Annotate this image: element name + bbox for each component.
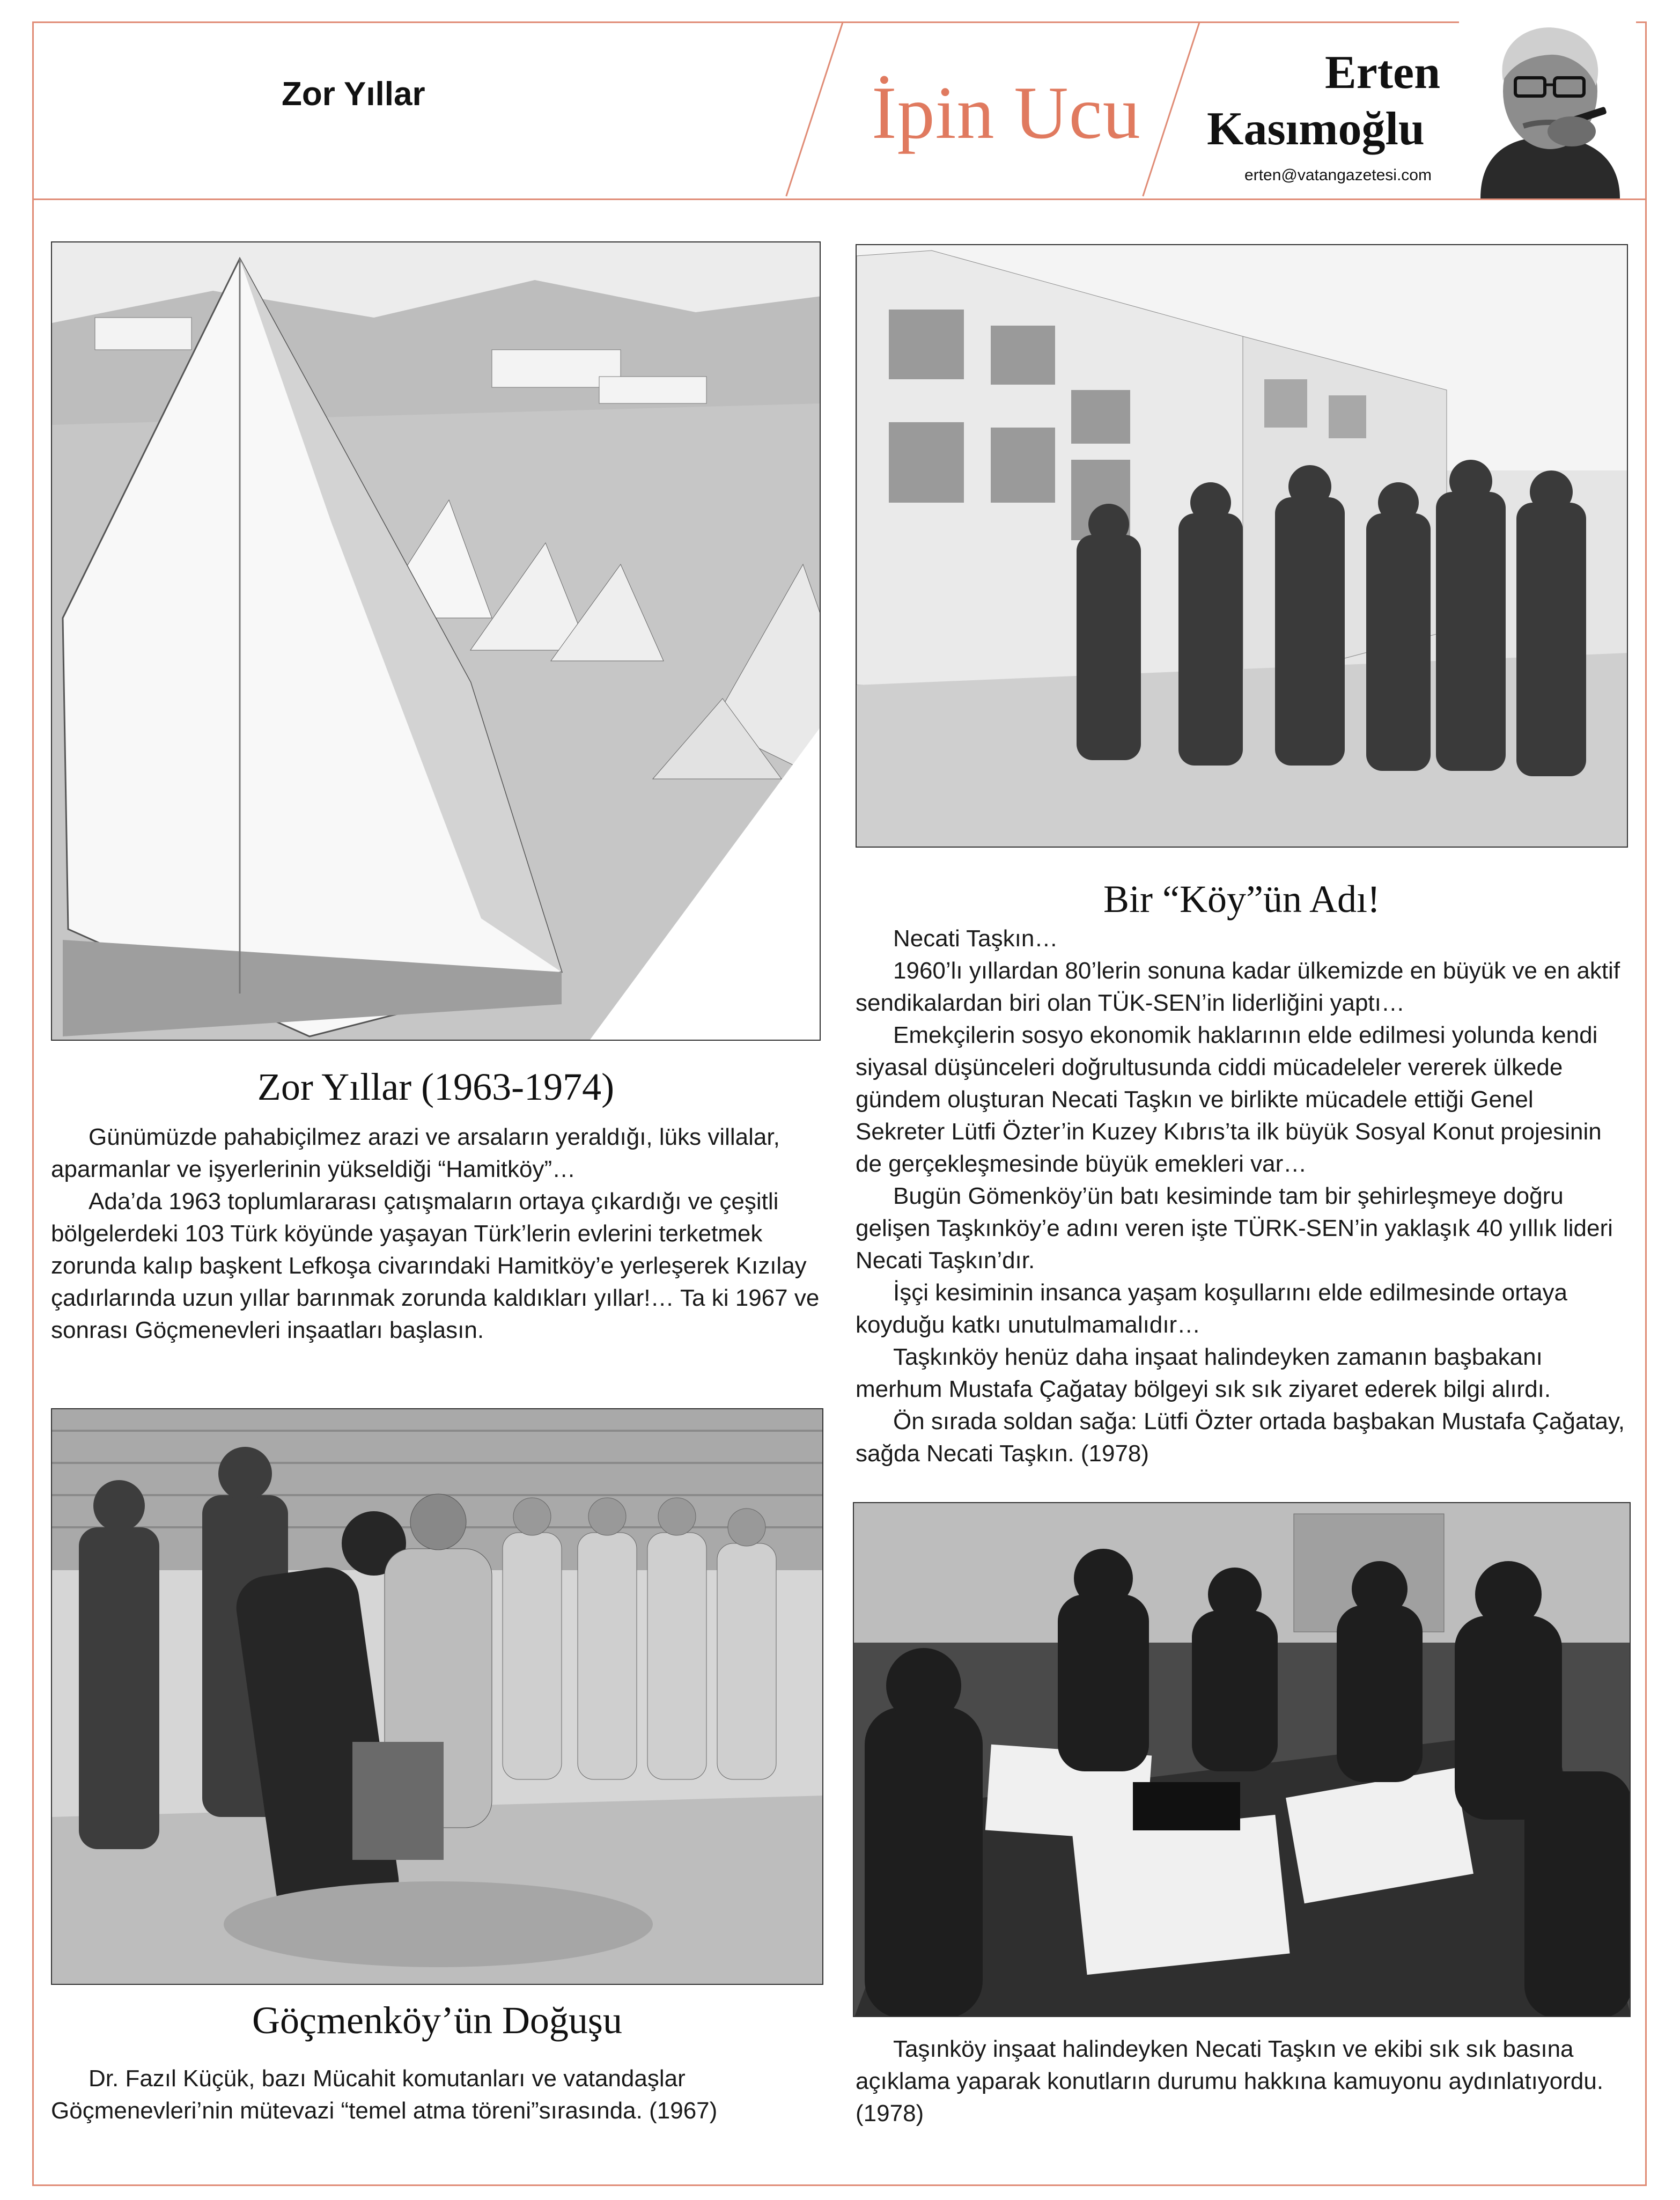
headline-zor-yillar: Zor Yıllar (1963-1974) bbox=[257, 1065, 615, 1108]
paragraph: Emekçilerin sosyo ekonomik haklarının elde edilmesi yolunda kendi siyasal düşünceleri doğrultusunda ciddi mücadeleler vererek ülkede gündem oluşturan Necati Taşkın ve birlikte mücadele ettiği Genel Sekreter Lütfi Özter’in Kuzey Kıbrıs’ta ilk büyük Sosyal Konut projesinin de gerçekleşmesinde büyük emekleri var… bbox=[856, 1022, 1602, 1177]
header-divider bbox=[32, 198, 1647, 200]
author-portrait bbox=[1459, 21, 1636, 198]
paragraph: Taşkınköy henüz daha inşaat halindeyken zamanın başbakanı merhum Mustafa Çağatay bölgeyi sık sık ziyaret ederek bilgi alırdı. bbox=[856, 1344, 1551, 1402]
section-title: Zor Yıllar bbox=[282, 76, 425, 113]
paragraph: İşçi kesiminin insanca yaşam koşullarını elde edilmesinde ortaya koyduğu katkı unutulmamalıdır… bbox=[856, 1279, 1568, 1338]
paragraph: Bugün Gömenköy’ün batı kesiminde tam bir şehirleşmeye doğru gelişen Taşkınköy’e adını veren işte TÜRK-SEN’in yaklaşık 40 yıllık lideri Necati Taşkın’dır. bbox=[856, 1183, 1613, 1274]
photo-press-conference bbox=[853, 1502, 1631, 2017]
author-email: erten@vatangazetesi.com bbox=[1244, 166, 1432, 184]
paragraph: Günümüzde pahabiçilmez arazi ve arsaların yeraldığı, lüks villalar, aparmanlar ve işyerlerinin yükseldiği “Hamitköy”… bbox=[51, 1124, 780, 1182]
headline-bir-koy: Bir “Köy”ün Adı! bbox=[1103, 878, 1380, 921]
headline-gocmenkoy: Göçmenköy’ün Doğuşu bbox=[252, 1999, 622, 2042]
paragraph: Necati Taşkın… bbox=[893, 925, 1058, 952]
article-bir-koy bbox=[856, 923, 1628, 1470]
author-first-name: Erten bbox=[1325, 47, 1441, 99]
author-last-name: Kasımoğlu bbox=[1207, 103, 1425, 155]
photo-foundation-ceremony bbox=[51, 1408, 823, 1985]
column-name: İpin Ucu bbox=[872, 71, 1141, 154]
caption-press-conference bbox=[856, 2033, 1628, 2130]
paragraph: 1960’lı yıllardan 80’lerin sonuna kadar ülkemizde en büyük ve en aktif sendikalardan biri olan TÜK-SEN’in liderliğini yaptı… bbox=[856, 958, 1620, 1016]
paragraph: Ön sırada soldan sağa: Lütfi Özter ortada başbakan Mustafa Çağatay, sağda Necati Taşkın. (1978) bbox=[856, 1408, 1625, 1467]
photo-housing-visit bbox=[856, 244, 1628, 848]
paragraph: Ada’da 1963 toplumlararası çatışmaların ortaya çıkardığı ve çeşitli bölgelerdeki 103 Türk köyünde yaşayan Türk’lerin evlerini terketmek zorunda kalıp başkent Lefkoşa civarındaki Hamitköy’e yerleşerek Kızılay çadırlarında uzun yıllar barınmak zorunda kaldıkları yıllar!… Ta ki 1967 ve sonrası Göçmenevleri inşaatları başlasın. bbox=[51, 1188, 820, 1343]
article-zor-yillar bbox=[51, 1121, 821, 1347]
article-gocmenkoy bbox=[51, 2063, 823, 2127]
photo-tent-camp bbox=[51, 241, 821, 1041]
paragraph: Taşınköy inşaat halindeyken Necati Taşkın ve ekibi sık sık basına açıklama yaparak konutların durumu hakkına kamuyonu aydınlatıyordu. (1978) bbox=[856, 2036, 1604, 2127]
paragraph: Dr. Fazıl Küçük, bazı Mücahit komutanları ve vatandaşlar Göçmenevleri’nin mütevazi “temel atma töreni”sırasında. (1967) bbox=[51, 2065, 718, 2124]
